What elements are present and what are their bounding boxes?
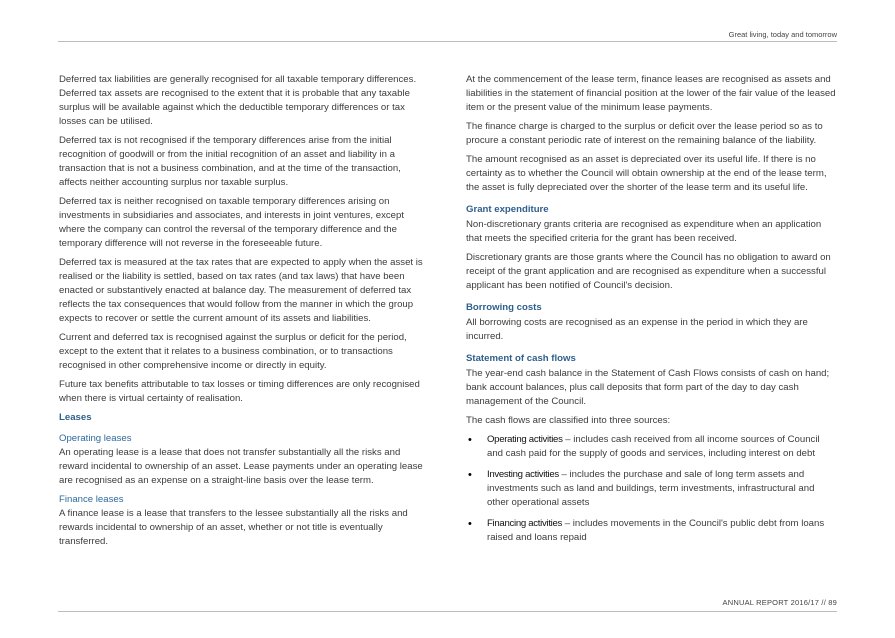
finance-lease-paragraph-1: At the commencement of the lease term, finance leases are recognised as assets and liabilities in the statement of financial position at the lower of the fair value of the leased item or the present value of the minimum lease payments.	[466, 74, 836, 113]
header-tagline: Great living, today and tomorrow	[728, 30, 837, 39]
investing-activities-text: – includes the purchase and sale of long term assets and investments such as land and buildings, term investments, infrastructural and other operational assets	[487, 469, 815, 508]
grant-expenditure-heading: Grant expenditure	[466, 204, 549, 215]
finance-lease-paragraph-3: The amount recognised as an asset is depreciated over its useful life. If there is no certainty as to whether the Council will obtain ownership at the end of the lease term, the asset is fully depreciated over the shorter of the lease term and its useful life.	[466, 154, 827, 193]
finance-lease-paragraph-2: The finance charge is charged to the surplus or deficit over the lease period so as to procure a constant periodic rate of interest on the remaining balance of the liability.	[466, 121, 823, 146]
finance-leases-heading: Finance leases	[59, 494, 124, 505]
operating-leases-heading: Operating leases	[59, 433, 132, 444]
deferred-tax-paragraph-5: Current and deferred tax is recognised against the surplus or deficit for the period, except to the extent that it relates to a business combination, or to transactions recognised in other comprehensive income or directly in equity.	[59, 332, 407, 371]
header-rule	[58, 41, 837, 42]
grant-paragraph-2: Discretionary grants are those grants where the Council has no obligation to award on receipt of the grant application and are recognised as expenditure when a successful applicant has been notified of Council's decision.	[466, 252, 831, 291]
finance-leases-text: A finance lease is a lease that transfers to the lessee substantially all the risks and rewards incidental to ownership of an asset, whether or not title is eventually transferred.	[59, 508, 408, 547]
deferred-tax-paragraph-1: Deferred tax liabilities are generally recognised for all taxable temporary differences. Deferred tax assets are recognised to the extent that it is probable that any taxable surplus will be available against which the deductible temporary differences or tax losses can be utilised.	[59, 74, 417, 127]
bullet-icon: •	[468, 518, 472, 530]
cash-flows-text: The year-end cash balance in the Statement of Cash Flows consists of cash on hand; bank account balances, plus call deposits that form part of the day to day cash management of the Council.	[466, 368, 830, 407]
deferred-tax-paragraph-4: Deferred tax is measured at the tax rates that are expected to apply when the asset is realised or the liability is settled, based on tax rates (and tax laws) that have been enacted or substantively enacted at balance day. The measurement of deferred tax reflects the tax consequences that would follow from the manner in which the group expects to recover or settle the current amount of its assets and liabilities.	[59, 257, 423, 324]
borrowing-costs-text: All borrowing costs are recognised as an expense in the period in which they are incurred.	[466, 317, 808, 342]
investing-activities-term: Investing activities	[487, 469, 559, 480]
leases-heading: Leases	[59, 412, 92, 423]
cash-flows-heading: Statement of cash flows	[466, 353, 576, 364]
operating-activities-term: Operating activities	[487, 434, 563, 445]
deferred-tax-paragraph-3: Deferred tax is neither recognised on taxable temporary differences arising on investments in subsidiaries and associates, and interests in joint ventures, except where the company can control the reversal of the temporary difference and the temporary difference will not reverse in the foreseeable future.	[59, 196, 405, 249]
right-column	[466, 73, 836, 552]
cash-flow-sources-list	[466, 433, 836, 545]
operating-activities-text: – includes cash received from all income sources of Council and cash paid for the supply of goods and services, including interest on debt	[487, 434, 820, 459]
list-item	[466, 433, 836, 461]
operating-leases-text: An operating lease is a lease that does not transfer substantially all the risks and reward incidental to ownership of an asset. Lease payments under an operating lease are recognised as an expense on a straight-line basis over the lease term.	[59, 447, 423, 486]
list-item	[466, 517, 836, 545]
financing-activities-text: – includes movements in the Council's public debt from loans raised and loans repaid	[487, 518, 825, 543]
bullet-icon: •	[468, 434, 472, 446]
financing-activities-term: Financing activities	[487, 518, 563, 529]
page-footer: ANNUAL REPORT 2016/17 // 89	[722, 598, 837, 607]
deferred-tax-paragraph-2: Deferred tax is not recognised if the temporary differences arise from the initial recognition of goodwill or from the initial recognition of an asset and liability in a transaction that is not a business combination, and at the time of the transaction, affects neither accounting surplus nor taxable surplus.	[59, 135, 401, 188]
footer-rule	[58, 611, 837, 612]
cash-flows-classified: The cash flows are classified into three sources:	[466, 415, 671, 426]
borrowing-costs-heading: Borrowing costs	[466, 302, 542, 313]
bullet-icon: •	[468, 469, 472, 481]
deferred-tax-paragraph-6: Future tax benefits attributable to tax losses or timing differences are only recognised when there is virtual certainty of realisation.	[59, 379, 420, 404]
left-column	[59, 73, 429, 554]
grant-paragraph-1: Non-discretionary grants criteria are recognised as expenditure when an application that meets the specified criteria for the grant has been received.	[466, 219, 822, 244]
list-item	[466, 468, 836, 510]
